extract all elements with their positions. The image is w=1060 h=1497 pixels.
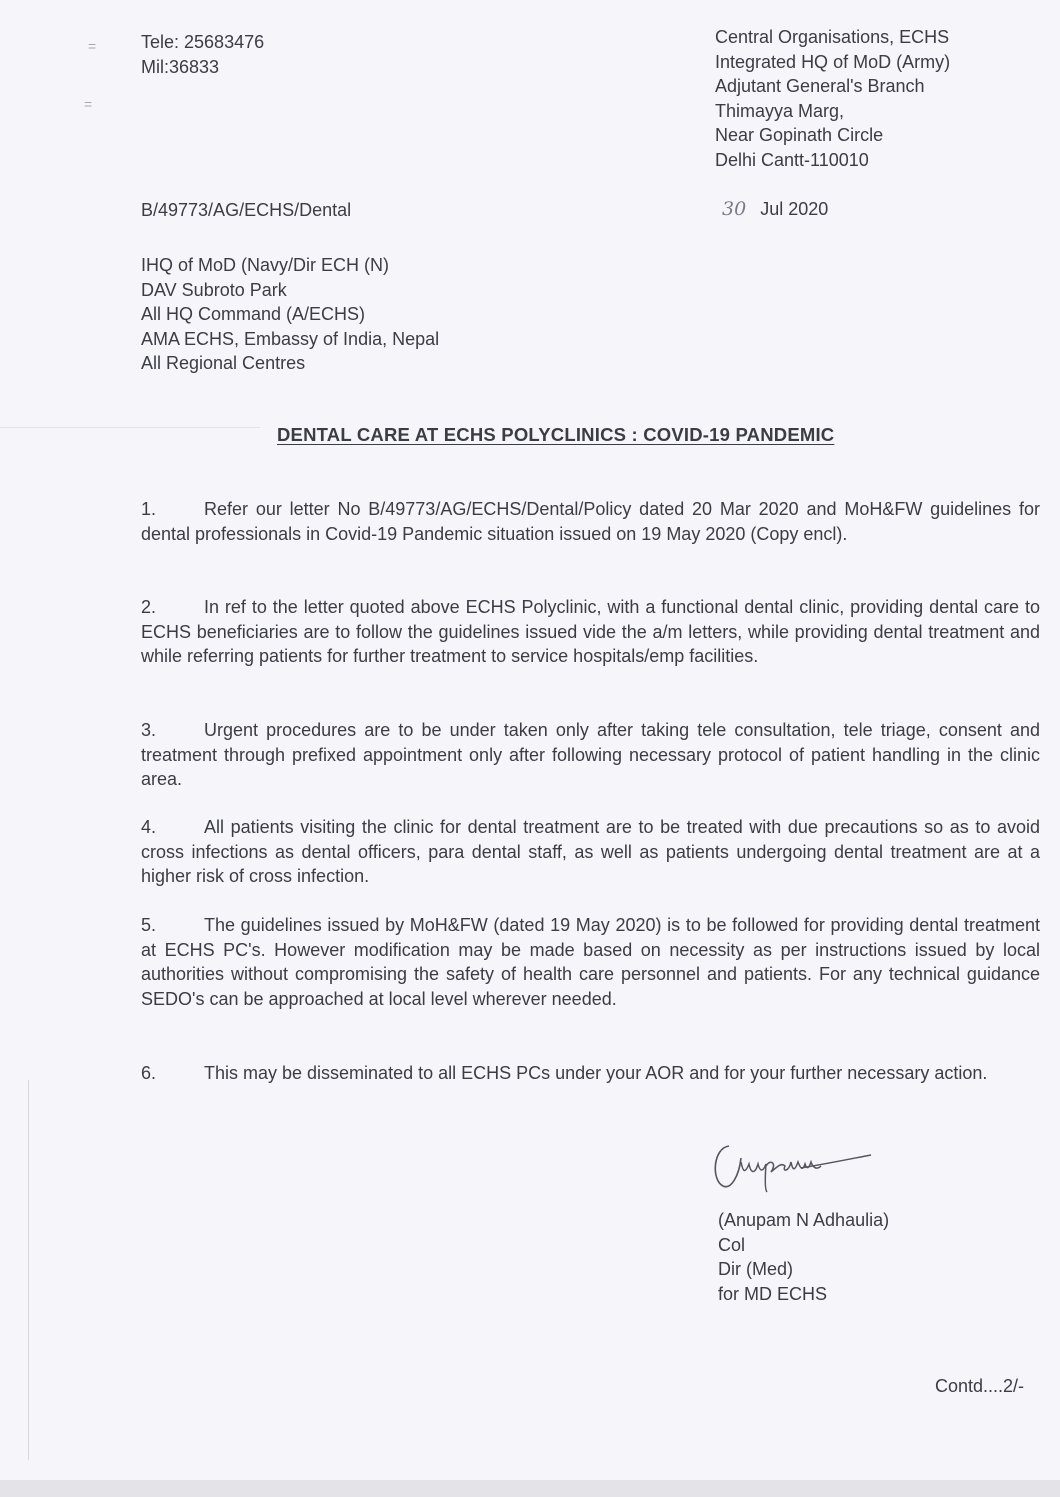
page-bottom-margin xyxy=(0,1480,1060,1497)
paragraph-number: 6. xyxy=(141,1063,157,1083)
reference-number: B/49773/AG/ECHS/Dental xyxy=(141,200,352,220)
address-line: Near Gopinath Circle xyxy=(715,125,884,145)
scan-edge-line xyxy=(28,1080,29,1460)
signatory-designation: Dir (Med) xyxy=(718,1259,793,1279)
paragraph-number: 1. xyxy=(141,499,157,519)
paragraph-text: In ref to the letter quoted above ECHS Polyclinic, with a functional dental clinic, providing dental care to ECHS beneficiaries are to follow the guidelines issued vide the a/m letters, while providing dental treatment and while referring patients for further treatment to service hospitals/emp facilities. xyxy=(141,597,1040,667)
address-line: Delhi Cantt-110010 xyxy=(715,149,869,170)
address-line: Integrated HQ of MoD (Army) xyxy=(715,51,951,72)
date-month-year: Jul 2020 xyxy=(760,199,829,219)
handwritten-signature xyxy=(705,1128,875,1198)
paragraph xyxy=(141,718,1040,792)
paragraph xyxy=(141,1061,1040,1086)
signatory-for: for MD ECHS xyxy=(718,1283,828,1304)
paragraph xyxy=(141,913,1040,1011)
paragraph-text: The guidelines issued by MoH&FW (dated 19 May 2020) is to be followed for providing dental treatment at ECHS PC's. However modification may be made based on necessity as per instructions issued by local authorities without compromising the safety of health care personnel and patients. For any technical guidance SEDO's can be approached at local level wherever needed. xyxy=(141,915,1040,1009)
signatory-rank: Col xyxy=(718,1234,746,1255)
paragraph-number: 5. xyxy=(141,915,157,935)
recipient: All HQ Command (A/ECHS) xyxy=(141,304,366,324)
address-line: Central Organisations, ECHS xyxy=(715,27,950,47)
letter-date xyxy=(722,198,828,220)
recipient: All Regional Centres xyxy=(141,353,306,373)
handwritten-day: 30 xyxy=(722,198,747,220)
punch-mark: = xyxy=(84,96,93,112)
sender-address xyxy=(715,25,950,172)
paragraph-text: Refer our letter No B/49773/AG/ECHS/Dental/Policy dated 20 Mar 2020 and MoH&FW guidelines for dental professionals in Covid-19 Pandemic situation issued on 19 May 2020 (Copy encl). xyxy=(141,499,1040,544)
recipient: AMA ECHS, Embassy of India, Nepal xyxy=(141,328,440,349)
paragraph xyxy=(141,595,1040,669)
recipient: DAV Subroto Park xyxy=(141,279,287,300)
recipients-list xyxy=(141,253,439,376)
paragraph-text: All patients visiting the clinic for dental treatment are to be treated with due precautions so as to avoid cross infections as dental officers, para dental staff, as well as patients undergoing dental treatment are at a higher risk of cross infection. xyxy=(141,817,1040,887)
paragraph-text: This may be disseminated to all ECHS PCs under your AOR and for your further necessary action. xyxy=(204,1063,988,1083)
tele-number: Tele: 25683476 xyxy=(141,32,265,52)
punch-mark: = xyxy=(88,38,97,54)
address-line: Thimayya Marg, xyxy=(715,100,845,121)
paragraph xyxy=(141,815,1040,889)
mil-number: Mil:36833 xyxy=(141,56,220,77)
recipient: IHQ of MoD (Navy/Dir ECH (N) xyxy=(141,255,390,275)
continued-marker: Contd....2/- xyxy=(935,1376,1025,1396)
signature-block xyxy=(718,1208,889,1306)
scan-faint-rule xyxy=(0,427,260,428)
signatory-name: (Anupam N Adhaulia) xyxy=(718,1210,890,1230)
letter-subject: DENTAL CARE AT ECHS POLYCLINICS : COVID-19 PANDEMIC xyxy=(277,424,835,445)
address-line: Adjutant General's Branch xyxy=(715,76,925,96)
header-contact xyxy=(141,30,264,79)
paragraph-number: 4. xyxy=(141,817,157,837)
paragraph xyxy=(141,497,1040,546)
paragraph-text: Urgent procedures are to be under taken only after taking tele consultation, tele triage, consent and treatment through prefixed appointment only after following necessary protocol of patient handling in the clinic area. xyxy=(141,720,1040,790)
paragraph-number: 2. xyxy=(141,597,157,617)
paragraph-number: 3. xyxy=(141,720,157,740)
